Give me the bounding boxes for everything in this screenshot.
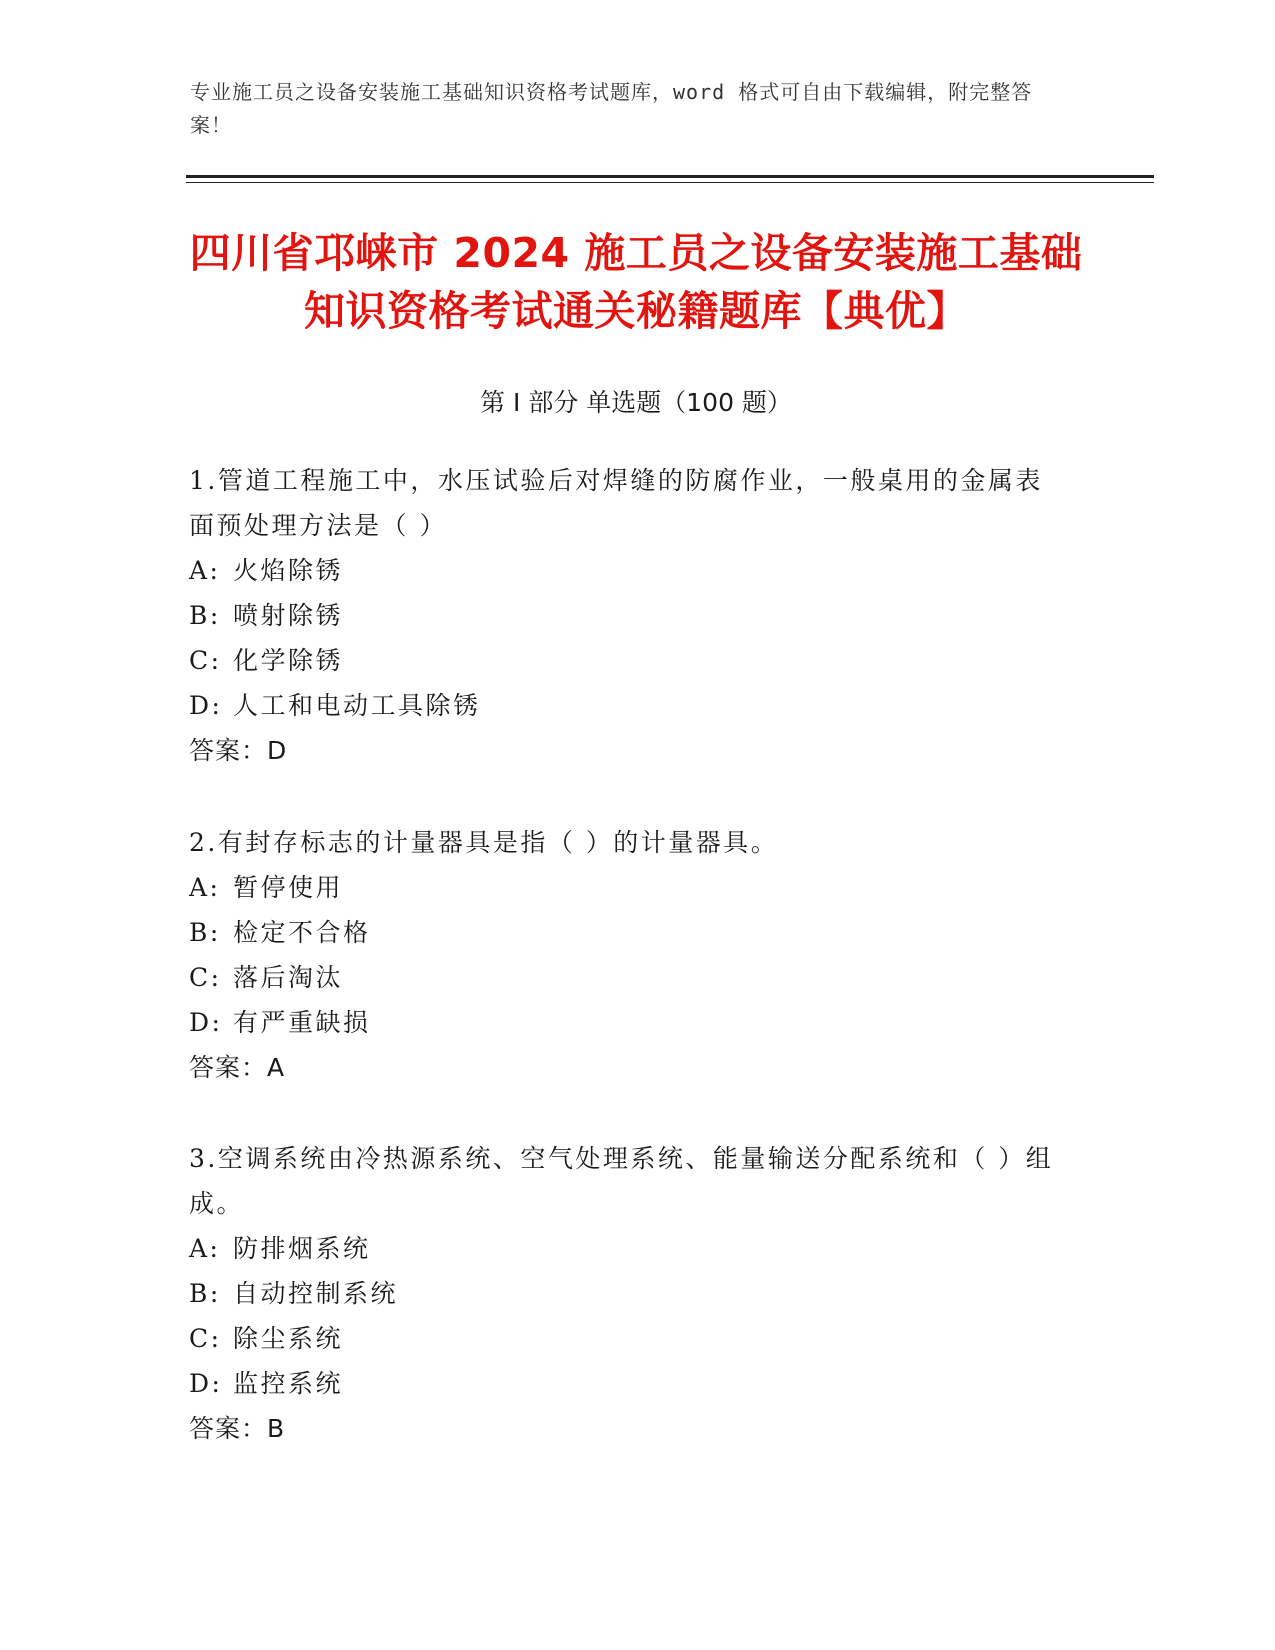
option-key: B: xyxy=(189,1279,221,1308)
option-c xyxy=(189,955,1069,1000)
option-text: 暂停使用 xyxy=(233,873,344,902)
option-b xyxy=(189,593,1069,638)
option-key: A: xyxy=(189,873,221,902)
option-text: 防排烟系统 xyxy=(233,1234,371,1263)
answer-label: 答案： xyxy=(189,1414,268,1443)
question-1 xyxy=(189,458,1069,774)
question-text: 1.管道工程施工中，水压试验后对焊缝的防腐作业，一般桌用的金属表面预处理方法是（ ） xyxy=(189,466,1043,540)
option-b xyxy=(189,910,1069,955)
answer-label: 答案： xyxy=(189,736,268,765)
header-note: 专业施工员之设备安装施工基础知识资格考试题库，word 格式可自由下载编辑，附完整答案！ xyxy=(190,80,1033,137)
answer-value: B xyxy=(267,1414,286,1443)
answer-value: A xyxy=(267,1053,286,1082)
section-heading: 第 I 部分 单选题（100 题） xyxy=(480,388,792,417)
option-key: B: xyxy=(189,918,221,947)
option-text: 有严重缺损 xyxy=(233,1008,371,1037)
option-key: C: xyxy=(189,1324,222,1353)
option-text: 火焰除锈 xyxy=(233,556,344,585)
option-d xyxy=(189,1361,1069,1406)
option-text: 检定不合格 xyxy=(233,918,371,947)
option-a xyxy=(189,1226,1069,1271)
question-2 xyxy=(189,820,1069,1091)
question-text: 2.有封存标志的计量器具是指（ ）的计量器具。 xyxy=(189,828,779,857)
answer-line xyxy=(189,1406,1069,1452)
option-text: 监控系统 xyxy=(233,1369,344,1398)
answer-value: D xyxy=(267,736,288,765)
option-key: C: xyxy=(189,646,222,675)
option-text: 化学除锈 xyxy=(233,646,344,675)
answer-line xyxy=(189,728,1069,774)
question-3 xyxy=(189,1136,1069,1452)
option-key: D: xyxy=(189,1008,223,1037)
option-key: D: xyxy=(189,691,223,720)
option-a xyxy=(189,548,1069,593)
question-text: 3.空调系统由冷热源系统、空气处理系统、能量输送分配系统和（ ）组成。 xyxy=(189,1144,1054,1218)
option-b xyxy=(189,1271,1069,1316)
option-text: 人工和电动工具除锈 xyxy=(233,691,481,720)
option-key: D: xyxy=(189,1369,223,1398)
option-key: B: xyxy=(189,601,221,630)
option-key: C: xyxy=(189,963,222,992)
option-text: 自动控制系统 xyxy=(233,1279,399,1308)
option-text: 除尘系统 xyxy=(233,1324,344,1353)
option-key: A: xyxy=(189,1234,221,1263)
option-d xyxy=(189,1000,1069,1045)
answer-label: 答案： xyxy=(189,1053,268,1082)
option-a xyxy=(189,865,1069,910)
option-key: A: xyxy=(189,556,221,585)
header-divider-thick xyxy=(186,175,1154,178)
document-title: 四川省邛崃市 2024 施工员之设备安装施工基础知识资格考试通关秘籍题库【典优】 xyxy=(189,229,1083,335)
option-c xyxy=(189,1316,1069,1361)
answer-line xyxy=(189,1045,1069,1091)
option-d xyxy=(189,683,1069,728)
option-text: 喷射除锈 xyxy=(233,601,344,630)
header-divider-thin xyxy=(186,182,1154,183)
option-text: 落后淘汰 xyxy=(233,963,344,992)
option-c xyxy=(189,638,1069,683)
